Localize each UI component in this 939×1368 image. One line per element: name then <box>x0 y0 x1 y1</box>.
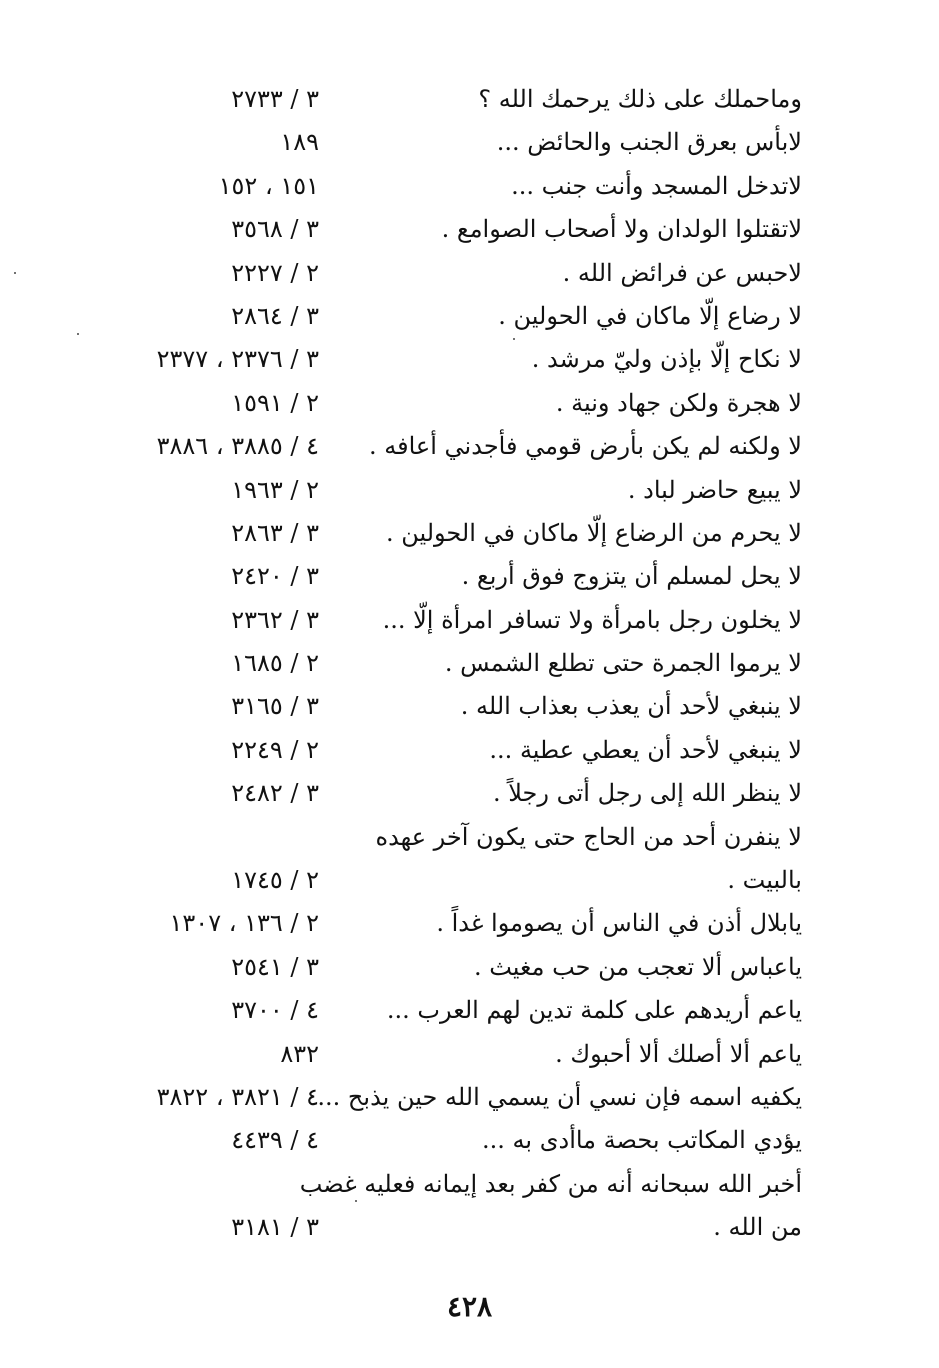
index-entry <box>0 469 939 512</box>
entry-text: من الله . <box>713 1213 802 1242</box>
entry-text: لاحبس عن فرائض الله . <box>562 258 802 287</box>
entry-text: لاتقتلوا الولدان ولا أصحاب الصوامع . <box>441 215 802 244</box>
index-entry <box>0 425 939 468</box>
index-entry <box>0 1206 939 1249</box>
entry-reference: ٢ / ٢٢٤٩ <box>231 735 319 764</box>
entry-reference: ٢ / ٢٢٢٧ <box>231 258 319 287</box>
index-entry <box>0 295 939 338</box>
entry-reference: ٣ / ٢٣٦٢ <box>231 605 319 634</box>
index-entry <box>0 772 939 815</box>
index-entry <box>0 1076 939 1119</box>
entry-reference: ٣ / ٣١٦٥ <box>231 692 319 721</box>
entry-text: لا رضاع إلّا ماكان في الحولين . <box>498 301 802 330</box>
index-entry <box>0 1163 939 1206</box>
entry-reference: ٣ / ٢٣٧٦ ، ٢٣٧٧ <box>156 345 319 374</box>
entry-reference: ٣ / ٢٨٦٤ <box>231 301 319 330</box>
scan-speck <box>77 333 79 335</box>
scan-speck <box>355 1200 357 1202</box>
entry-reference: ٣ / ٢٥٤١ <box>231 952 319 981</box>
index-entry <box>0 382 939 425</box>
index-entry <box>0 165 939 208</box>
entry-reference: ٨٣٢ <box>280 1039 319 1068</box>
index-entry <box>0 989 939 1032</box>
entry-reference: ٢ / ١٥٩١ <box>231 388 319 417</box>
entry-text: لا ولكنه لم يكن بأرض قومي فأجدني أعافه . <box>369 432 802 461</box>
index-entry <box>0 599 939 642</box>
index-entry <box>0 555 939 598</box>
index-entry <box>0 208 939 251</box>
entry-reference: ٣ / ٣٥٦٨ <box>231 215 319 244</box>
entry-reference: ١٥١ ، ١٥٢ <box>218 171 319 200</box>
entry-text: وماحملك على ذلك يرحمك الله ؟ <box>478 85 802 113</box>
entry-reference: ٢ / ١٩٦٣ <box>231 475 319 504</box>
entry-reference: ٢ / ١٧٤٥ <box>231 866 319 895</box>
index-entry <box>0 121 939 164</box>
index-entry <box>0 252 939 295</box>
entry-text: يابلال أذن في الناس أن يصوموا غداً . <box>436 909 802 938</box>
entry-reference: ٢ / ١٣٦ ، ١٣٠٧ <box>169 909 319 938</box>
entry-text: لا ينبغي لأحد أن يعطي عطية ... <box>489 735 802 764</box>
entry-reference: ٣ / ٢٤٨٢ <box>231 779 319 808</box>
entry-text: يكفيه اسمه فإن نسي أن يسمي الله حين يذبح ... <box>317 1082 802 1111</box>
entry-text: لاتدخل المسجد وأنت جنب ... <box>511 171 802 200</box>
index-entry <box>0 1119 939 1162</box>
index-entry <box>0 946 939 989</box>
index-entry <box>0 512 939 555</box>
entry-reference: ٢ / ١٦٨٥ <box>231 649 319 678</box>
page-number: ٤٢٨ <box>446 1290 493 1323</box>
index-entry <box>0 729 939 772</box>
index-entry <box>0 685 939 728</box>
entry-text: ياعم أريدهم على كلمة تدين لهم العرب ... <box>386 996 802 1025</box>
entry-text: لا يحل لمسلم أن يتزوج فوق أربع . <box>461 562 802 591</box>
entry-text: لا ينفرن أحد من الحاج حتى يكون آخر عهده <box>375 822 802 851</box>
entry-text: لا يحرم من الرضاع إلّا ماكان في الحولين . <box>385 518 802 547</box>
entry-text: يؤدي المكاتب بحصة ماأدى به ... <box>482 1126 802 1155</box>
index-entry <box>0 1033 939 1076</box>
entry-text: ياعباس ألا تعجب من حب مغيث . <box>473 952 802 981</box>
entry-text: لا يرموا الجمرة حتى تطلع الشمس . <box>444 649 802 678</box>
scan-speck <box>14 272 16 274</box>
entry-reference: ٣ / ٣١٨١ <box>231 1213 319 1242</box>
index-entry <box>0 859 939 902</box>
entry-reference: ٤ / ٣٨٢١ ، ٣٨٢٢ <box>156 1082 319 1111</box>
entry-reference: ١٨٩ <box>280 128 319 157</box>
entry-text: لابأس بعرق الجنب والحائض ... <box>496 128 802 157</box>
index-entry <box>0 78 939 121</box>
entry-text: لا ينبغي لأحد أن يعذب بعذاب الله . <box>460 692 802 721</box>
entry-text: ياعم ألا أصلك ألا أحبوك . <box>555 1039 802 1068</box>
entry-reference: ٣ / ٢٤٢٠ <box>231 562 319 591</box>
entry-reference: ٣ / ٢٨٦٣ <box>231 518 319 547</box>
entry-text: لا يخلون رجل بامرأة ولا تسافر امرأة إلّا ... <box>382 605 802 634</box>
entry-text: لا نكاح إلّا بإذن وليّ مرشد . <box>531 345 802 374</box>
entry-reference: ٤ / ٣٧٠٠ <box>231 996 319 1025</box>
entry-text: لا هجرة ولكن جهاد ونية . <box>555 388 802 417</box>
entry-text: أخبر الله سبحانه أنه من كفر بعد إيمانه فعليه غضب <box>299 1169 802 1198</box>
index-entry <box>0 642 939 685</box>
index-entry <box>0 338 939 381</box>
index-entry <box>0 816 939 859</box>
entry-text: لا يبيع حاضر لباد . <box>627 475 802 504</box>
index-entry-list <box>0 78 939 1250</box>
entry-reference: ٤ / ٣٨٨٥ ، ٣٨٨٦ <box>156 432 319 461</box>
entry-text: بالبيت . <box>727 866 802 895</box>
entry-reference: ٣ / ٢٧٣٣ <box>231 85 319 113</box>
scan-speck <box>513 338 515 340</box>
index-entry <box>0 902 939 945</box>
entry-reference: ٤ / ٤٤٣٩ <box>231 1126 319 1155</box>
entry-text: لا ينظر الله إلى رجل أتى رجلاً . <box>492 779 802 808</box>
